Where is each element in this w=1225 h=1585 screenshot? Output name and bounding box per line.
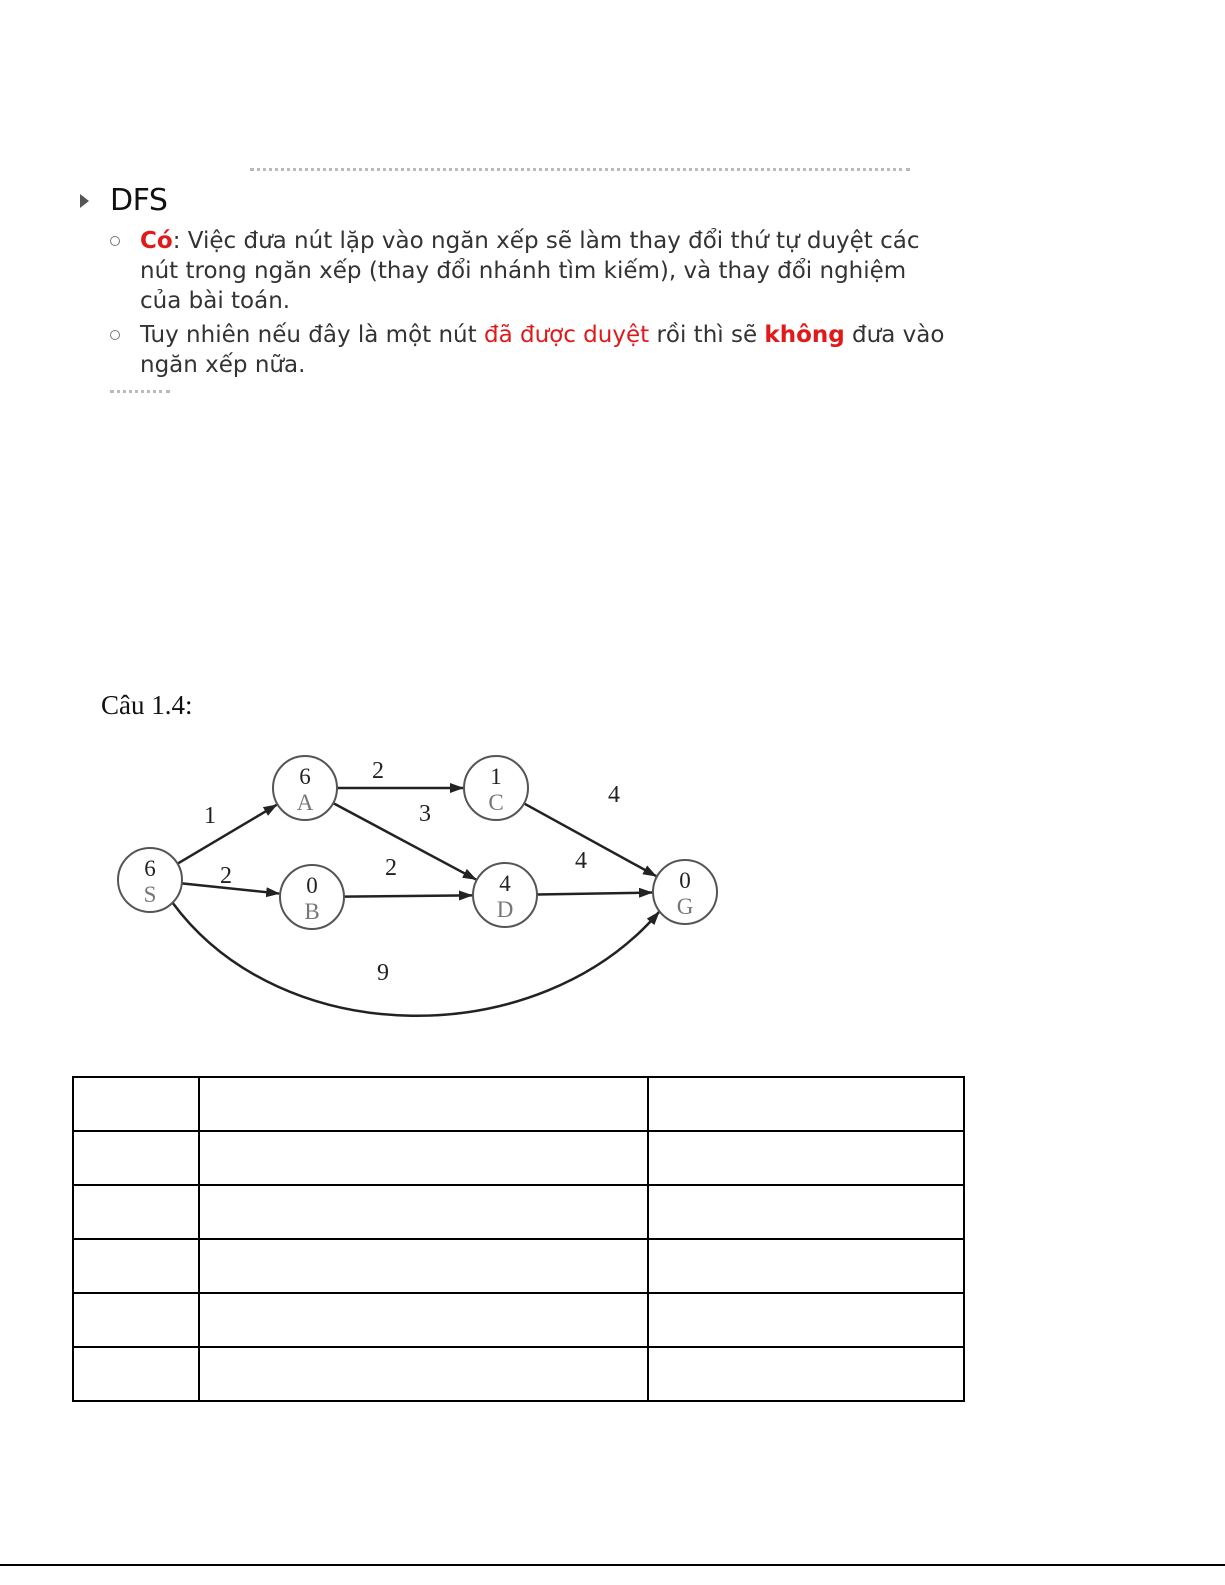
node-label: G (676, 894, 694, 919)
edge-d-g (537, 893, 652, 895)
edge-cost-b-d: 2 (385, 855, 397, 881)
table-cell (648, 1347, 964, 1401)
node-label: D (496, 897, 514, 922)
table-row (73, 1293, 964, 1347)
table-cell (73, 1077, 199, 1131)
table-cell (199, 1347, 648, 1401)
edge-cost-a-d: 3 (419, 801, 431, 827)
node-d (473, 863, 537, 927)
table-cell (199, 1293, 648, 1347)
answer-table (72, 1076, 965, 1402)
table-cell (648, 1239, 964, 1293)
table-row (73, 1185, 964, 1239)
table-cell (648, 1131, 964, 1185)
node-heuristic: 0 (679, 868, 691, 893)
page-bottom-rule (0, 1564, 1225, 1566)
table-row (73, 1347, 964, 1401)
question-label: Câu 1.4: (101, 690, 193, 720)
node-s (118, 848, 182, 912)
dfs-heading-row (80, 183, 167, 218)
edge-cost-a-c: 2 (372, 758, 384, 784)
triangle-bullet-icon (80, 194, 89, 208)
table-cell (73, 1347, 199, 1401)
node-heuristic: 4 (499, 871, 511, 896)
table-cell (73, 1185, 199, 1239)
table-cell (648, 1077, 964, 1131)
table-cell (73, 1239, 199, 1293)
table-cell (199, 1077, 648, 1131)
bullet-tuy-nhien-text: Tuy nhiên nếu đây là một nút đã được duyệt rồi thì sẽ không đưa vào ngăn xếp nữa. (140, 322, 945, 378)
edge-c-g (524, 803, 656, 876)
table-row (73, 1239, 964, 1293)
table-cell (199, 1239, 648, 1293)
visited-phrase: đã được duyệt (483, 322, 650, 348)
co-explanation: Việc đưa nút lặp vào ngăn xếp sẽ làm thay đổi thứ tự duyệt các nút trong ngăn xếp (thay đổi nhánh tìm kiếm), và thay đổi nghiệm của bài toán. (140, 228, 920, 314)
bullet-co-text: Có: Việc đưa nút lặp vào ngăn xếp sẽ làm thay đổi thứ tự duyệt các nút trong ngăn xếp (thay đổi nhánh tìm kiếm), và thay đổi nghiệm của bài toán. (140, 228, 920, 314)
edge-cost-s-g: 9 (377, 960, 389, 986)
node-label: S (143, 882, 157, 907)
edge-s-a (178, 805, 277, 864)
node-a (273, 756, 337, 820)
edge-s-g (172, 902, 659, 1016)
table-cell (199, 1131, 648, 1185)
edge-cost-s-a: 1 (204, 803, 216, 829)
slide-excerpt (70, 168, 970, 400)
node-heuristic: 0 (306, 873, 318, 898)
edge-cost-d-g: 4 (575, 848, 587, 874)
circle-bullet-icon (110, 236, 120, 246)
search-graph (100, 745, 740, 1035)
co-label: Có (140, 228, 173, 254)
table-cell (199, 1185, 648, 1239)
node-label: C (488, 790, 504, 815)
node-c (464, 756, 528, 820)
table-cell (648, 1293, 964, 1347)
node-heuristic: 1 (490, 764, 502, 789)
cropped-text-remnant (110, 390, 170, 399)
node-g (653, 860, 717, 924)
table-row (73, 1131, 964, 1185)
khong-word: không (764, 322, 845, 348)
edge-b-d (344, 895, 472, 896)
node-heuristic: 6 (144, 856, 156, 881)
edge-cost-s-b: 2 (220, 863, 232, 889)
table-cell (648, 1185, 964, 1239)
node-label: A (296, 790, 314, 815)
table-cell (73, 1131, 199, 1185)
edge-cost-c-g: 4 (608, 782, 620, 808)
edge-a-d (333, 803, 476, 879)
slide-heading: DFS (110, 183, 168, 218)
circle-bullet-icon (110, 330, 120, 340)
node-label: B (304, 899, 320, 924)
node-heuristic: 6 (299, 764, 311, 789)
table-cell (73, 1293, 199, 1347)
table-row (73, 1077, 964, 1131)
node-b (280, 865, 344, 929)
cropped-text-remnant (250, 168, 910, 177)
